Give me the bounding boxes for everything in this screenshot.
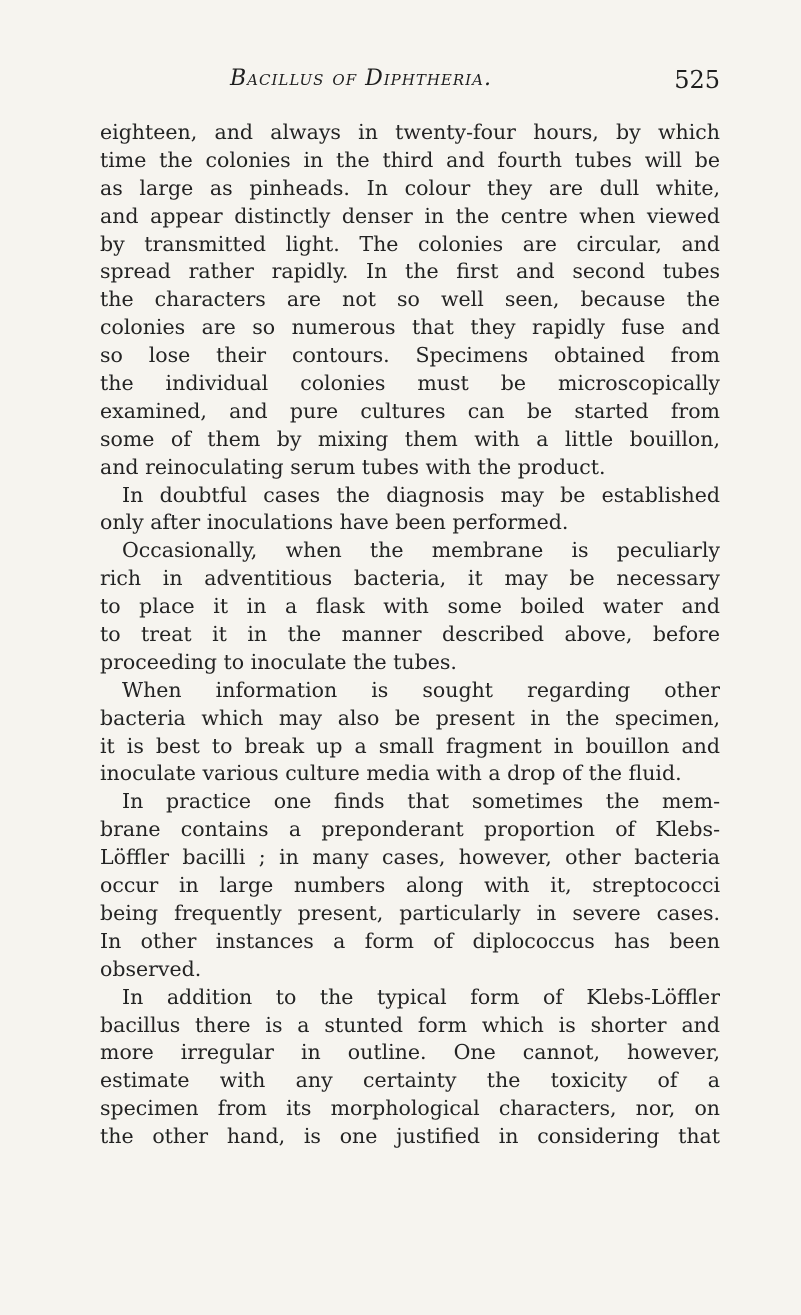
text-line: bacillus there is a stunted form which is shorter and — [100, 1012, 720, 1037]
text-line: In practice one finds that sometimes the mem- — [122, 789, 720, 814]
text-line: so lose their contours. Specimens obtained from — [100, 343, 720, 368]
text-line: examined, and pure cultures can be started from — [100, 398, 720, 423]
text-line: proceeding to inoculate the tubes. — [100, 649, 457, 674]
text-line: specimen from its morphological characters, nor, on — [100, 1096, 720, 1121]
text-line: to treat it in the manner described above, before — [100, 622, 720, 647]
text-line: In other instances a form of diplococcus has been — [100, 928, 720, 953]
text-line: time the colonies in the third and fourth tubes will be — [100, 147, 720, 172]
text-line: inoculate various culture media with a drop of the fluid. — [100, 761, 682, 786]
text-line: estimate with any certainty the toxicity of a — [100, 1068, 720, 1093]
text-line: some of them by mixing them with a little bouillon, — [100, 426, 720, 451]
text-line: rich in adventitious bacteria, it may be necessary — [100, 566, 720, 591]
text-line: In addition to the typical form of Klebs-Löffler — [122, 984, 720, 1009]
running-head — [100, 66, 720, 106]
text-line: and appear distinctly denser in the centre when viewed — [100, 203, 720, 228]
text-line: bacteria which may also be present in the specimen, — [100, 705, 720, 730]
text-line: Occasionally, when the membrane is peculiarly — [122, 538, 720, 563]
text-line: being frequently present, particularly in severe cases. — [100, 900, 720, 925]
text-line: only after inoculations have been performed. — [100, 510, 569, 535]
text-line: eighteen, and always in twenty-four hours, by which — [100, 120, 720, 144]
text-line: colonies are so numerous that they rapidly fuse and — [100, 315, 720, 340]
text-line: more irregular in outline. One cannot, however, — [100, 1040, 720, 1065]
page-number: 525 — [674, 66, 720, 94]
text-line: When information is sought regarding other — [122, 677, 720, 702]
text-line: occur in large numbers along with it, streptococci — [100, 873, 720, 898]
running-head-title: Bacillus of Diphtheria. — [230, 66, 492, 91]
text-line: to place it in a flask with some boiled water and — [100, 594, 720, 619]
text-line: In doubtful cases the diagnosis may be established — [122, 482, 720, 507]
text-line: it is best to break up a small fragment in bouillon and — [100, 733, 720, 758]
text-line: the individual colonies must be microscopically — [100, 371, 720, 396]
text-line: by transmitted light. The colonies are circular, and — [100, 231, 720, 256]
text-line: and reinoculating serum tubes with the product. — [100, 454, 606, 479]
text-line: Löffler bacilli ; in many cases, however, other bacteria — [100, 845, 720, 870]
text-line: observed. — [100, 956, 202, 981]
text-line: as large as pinheads. In colour they are dull white, — [100, 175, 720, 200]
body-text — [100, 119, 720, 1151]
text-line: brane contains a preponderant proportion of Klebs- — [100, 817, 720, 842]
text-line: the other hand, is one justified in considering that — [100, 1124, 720, 1149]
text-line: spread rather rapidly. In the first and second tubes — [100, 259, 720, 284]
text-line: the characters are not so well seen, because the — [100, 287, 720, 312]
